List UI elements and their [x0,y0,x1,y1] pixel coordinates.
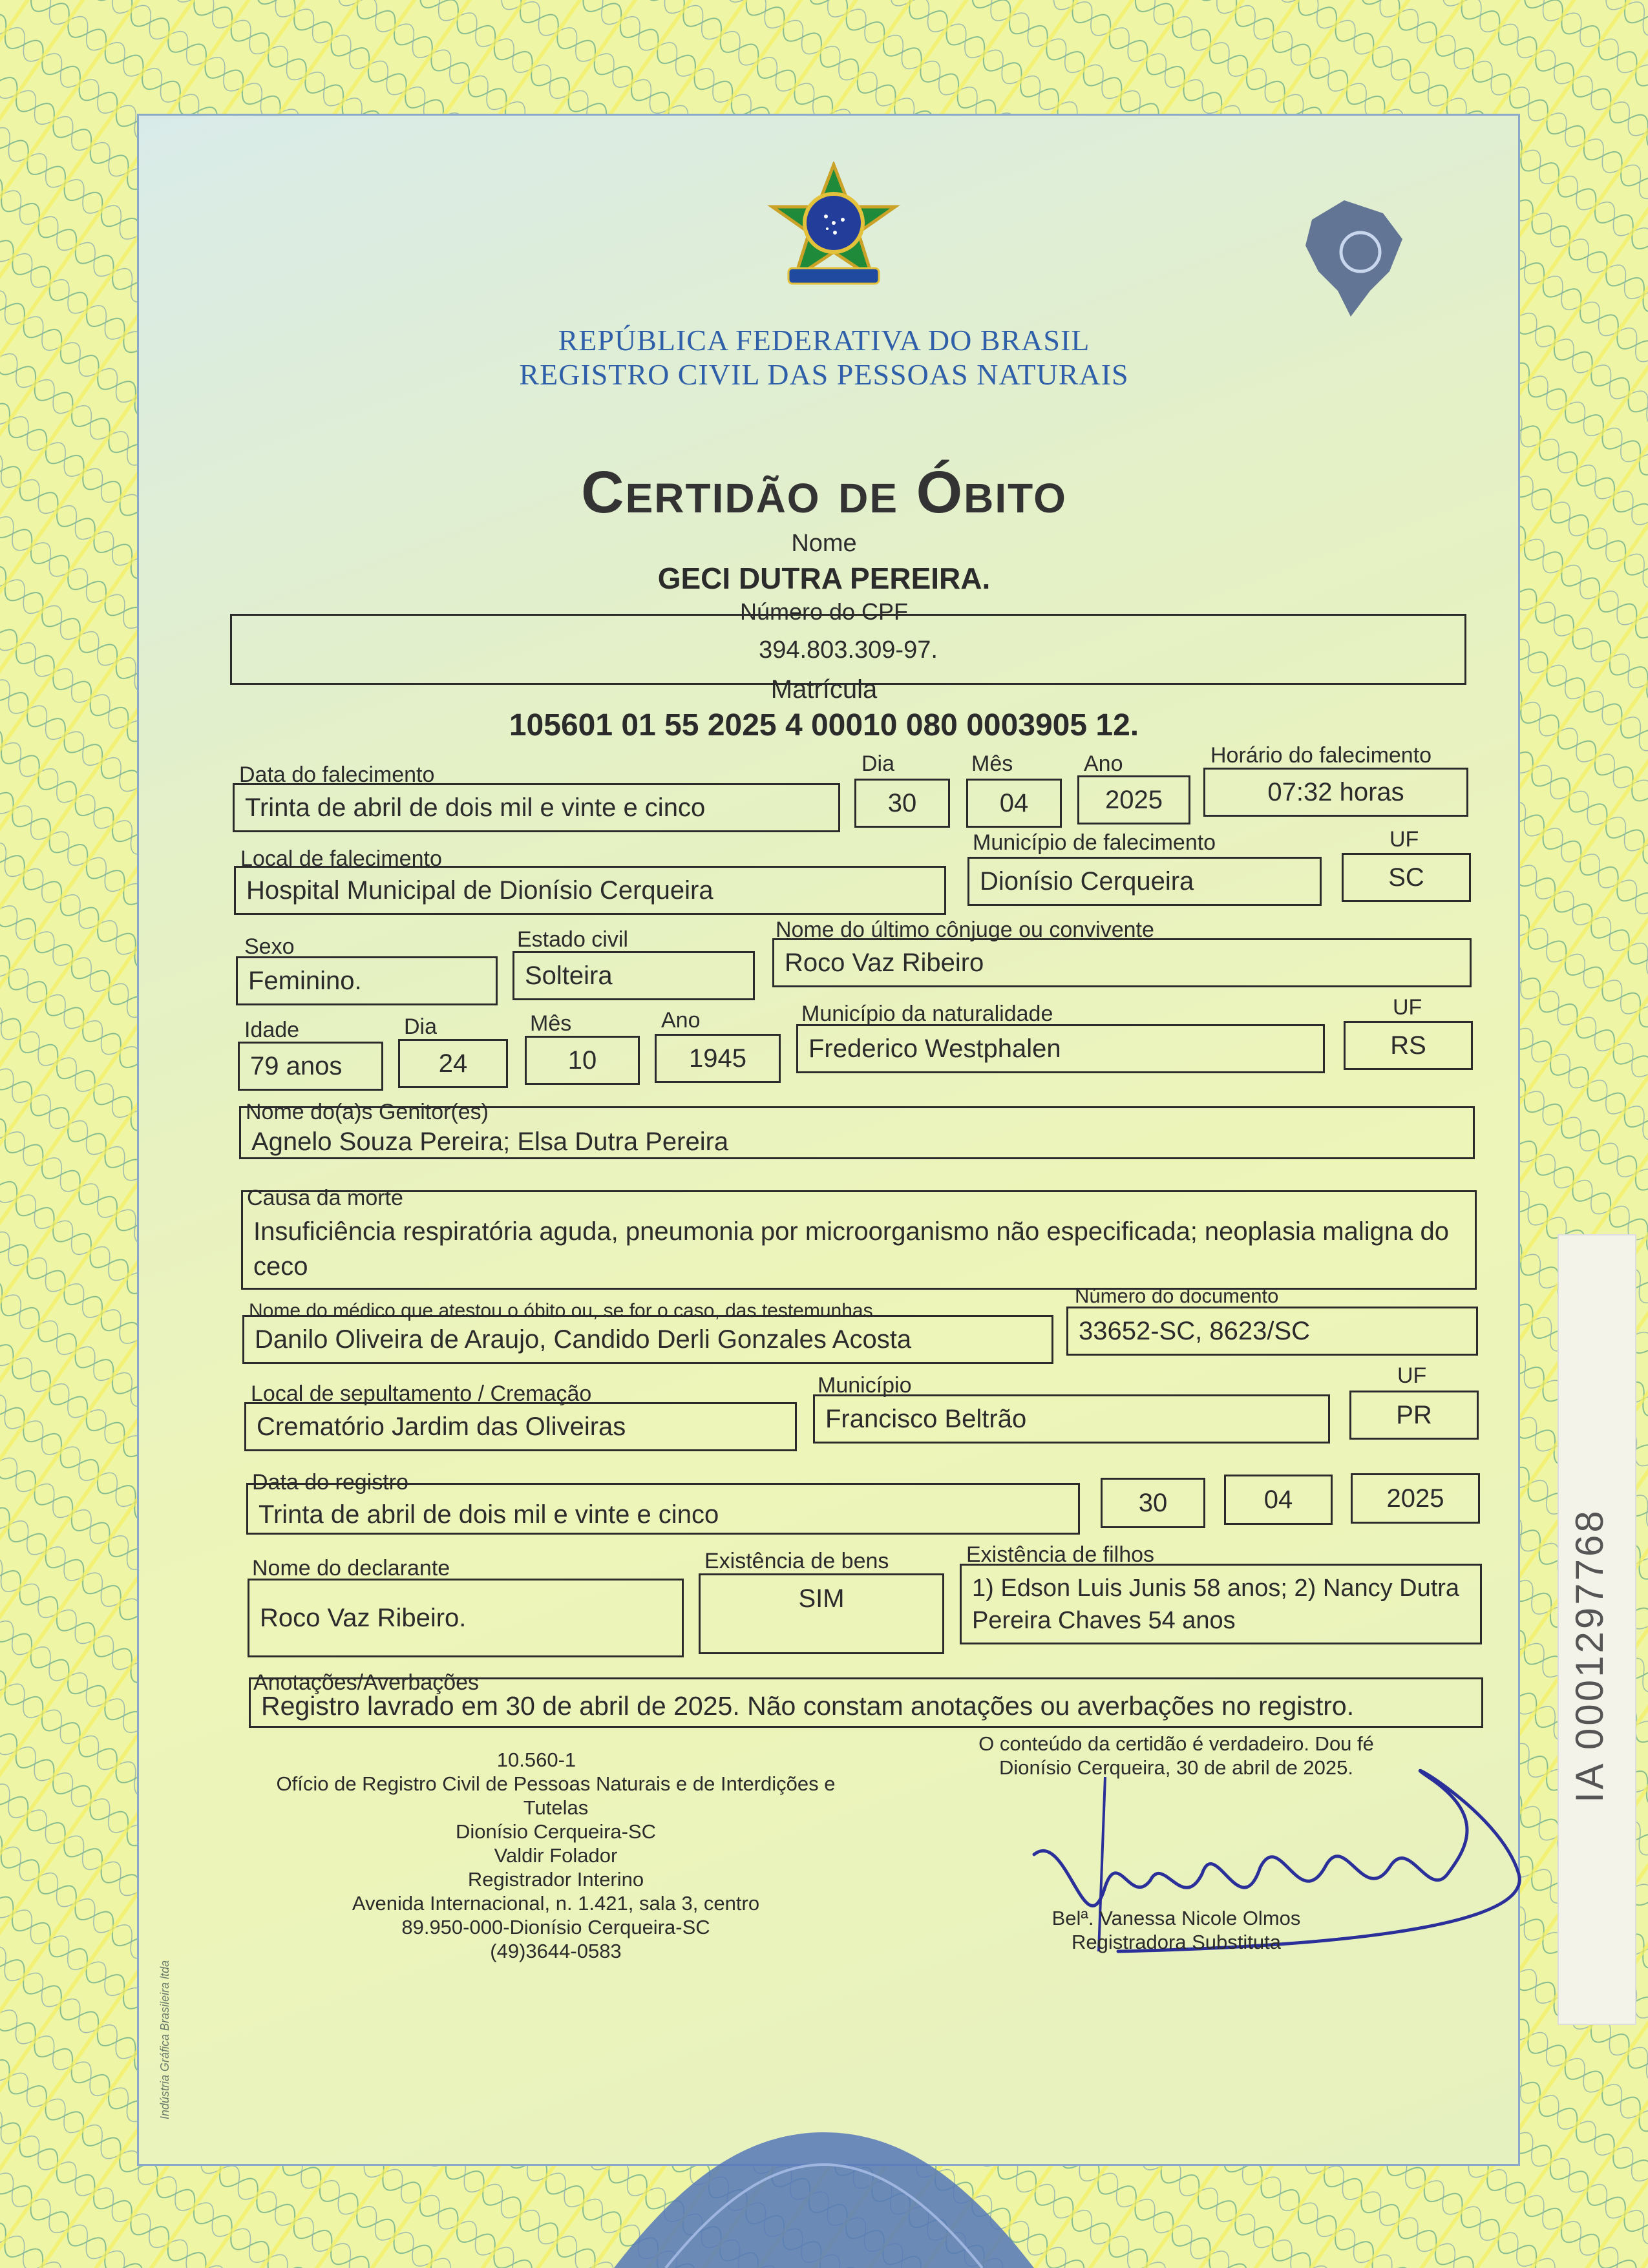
documento-field: 33652-SC, 8623/SC [1066,1307,1478,1356]
genitores-label: Nome do(a)s Genitor(es) [246,1100,489,1124]
sepultamento-field: Crematório Jardim das Oliveiras [244,1402,797,1451]
anotacoes-label: Anotações/Averbações [253,1670,480,1695]
header-country: REPÚBLICA FEDERATIVA DO BRASIL [558,324,1090,357]
naturalidade-label: Município da naturalidade [801,1002,1053,1026]
registro-mes: 04 [1224,1475,1333,1525]
printer-credit: Indústria Gráfica Brasileira ltda [158,1960,171,2119]
bottom-guilloche-seal-icon [614,2106,1034,2268]
signer-role: Registradora Substituta [1072,1931,1281,1953]
registro-label: Data do registro [252,1470,408,1495]
sep-uf-label: UF [1397,1363,1427,1388]
declarante-field: Roco Vaz Ribeiro. [248,1579,684,1657]
filhos-field: 1) Edson Luis Junis 58 anos; 2) Nancy Dutra Pereira Chaves 54 anos [960,1564,1482,1644]
cpf-field [230,614,1466,685]
ano-field: 2025 [1077,775,1190,824]
filhos-label: Existência de filhos [966,1542,1155,1567]
registro-extenso: Trinta de abril de dois mil e vinte e cinco [246,1483,1080,1535]
sexo-field: Feminino. [236,956,498,1005]
document-title: Certidão de Óbito [581,459,1067,525]
documento-label: Número do documento [1075,1285,1279,1307]
causa-field: Insuficiência respiratória aguda, pneumonia por microorganismo não especificada; neoplasia maligna do ceco [241,1190,1477,1290]
registro-ano: 2025 [1351,1473,1480,1524]
signer-block [950,1906,1402,1954]
matricula-value: 105601 01 55 2025 4 00010 080 0003905 12. [509,708,1139,742]
nome-label: Nome [791,530,857,557]
sexo-label: Sexo [244,934,295,959]
idade-label: Idade [244,1018,300,1042]
declarante-label: Nome do declarante [252,1556,450,1580]
naturalidade-field: Frederico Westphalen [796,1024,1325,1073]
nasc-dia-label: Dia [404,1014,438,1039]
matricula-label: Matrícula [770,675,878,704]
header-registry: REGISTRO CIVIL DAS PESSOAS NATURAIS [519,358,1129,391]
nat-uf-field: RS [1344,1021,1473,1070]
nome-value: GECI DUTRA PEREIRA. [657,562,991,595]
brazil-coat-of-arms-icon [763,162,905,297]
bens-label: Existência de bens [704,1549,889,1573]
mes-label: Mês [971,751,1013,776]
local-falecimento-label: Local de falecimento [240,846,442,871]
brazil-map-security-icon [1299,194,1409,323]
cartorio-code: 10.560-1 [496,1748,576,1771]
mes-field: 04 [966,779,1062,828]
causa-label: Causa da morte [247,1186,403,1210]
cartorio-line7: 89.950-000-Dionísio Cerqueira-SC [401,1916,710,1938]
nasc-dia-field: 24 [398,1039,508,1088]
cartorio-line5: Registrador Interino [467,1868,644,1891]
attestation-line1: O conteúdo da certidão é verdadeiro. Dou fé [978,1732,1374,1755]
sep-municipio-label: Município [818,1373,912,1398]
anotacoes-field: Registro lavrado em 30 de abril de 2025. Não constam anotações ou averbações no registro. [249,1677,1483,1728]
nat-uf-label: UF [1393,995,1422,1020]
conjuge-field: Roco Vaz Ribeiro [772,938,1472,987]
bens-field: SIM [699,1573,944,1654]
medico-field: Danilo Oliveira de Araujo, Candido Derli Gonzales Acosta [242,1315,1053,1364]
cartorio-line4: Valdir Folador [494,1844,618,1867]
nasc-ano-label: Ano [661,1008,701,1033]
estado-civil-label: Estado civil [517,927,628,952]
security-serial: IA 0001297768 [1568,1508,1611,1803]
municipio-falecimento-label: Município de falecimento [973,830,1216,855]
idade-field: 79 anos [238,1042,383,1091]
attestation-line2: Dionísio Cerqueira, 30 de abril de 2025. [998,1756,1353,1779]
dia-field: 30 [854,779,950,828]
cartorio-line8: (49)3644-0583 [490,1940,622,1962]
data-falecimento-extenso: Trinta de abril de dois mil e vinte e cinco [233,783,840,832]
horario-field: 07:32 horas [1203,768,1468,817]
estado-civil-field: Solteira [512,951,755,1000]
nasc-mes-label: Mês [530,1011,572,1036]
cartorio-line2: Tutelas [523,1796,589,1819]
sepultamento-label: Local de sepultamento / Cremação [251,1381,592,1406]
ano-label: Ano [1084,751,1123,776]
genitores-field: Agnelo Souza Pereira; Elsa Dutra Pereira [239,1106,1475,1159]
nasc-ano-field: 1945 [655,1034,781,1083]
sep-uf-field: PR [1349,1391,1479,1440]
signer-name: Belª. Vanessa Nicole Olmos [1051,1907,1301,1929]
municipio-falecimento-field: Dionísio Cerqueira [967,857,1322,906]
nasc-mes-field: 10 [525,1036,640,1085]
cartorio-line3: Dionísio Cerqueira-SC [455,1820,657,1843]
sep-municipio-field: Francisco Beltrão [813,1394,1330,1444]
data-falecimento-label: Data do falecimento [239,762,435,787]
uf-falecimento-field: SC [1342,853,1471,902]
local-falecimento-field: Hospital Municipal de Dionísio Cerqueira [234,866,946,915]
uf-falecimento-label: UF [1389,827,1419,852]
cpf-label: Número do CPF [739,598,909,625]
cartorio-line6: Avenida Internacional, n. 1.421, sala 3, centro [352,1892,760,1915]
dia-label: Dia [861,751,895,776]
cartorio-info [233,1748,879,1963]
conjuge-label: Nome do último cônjuge ou convivente [776,918,1154,942]
registro-dia: 30 [1101,1478,1205,1528]
horario-label: Horário do falecimento [1210,743,1432,768]
medico-label: Nome do médico que atestou o óbito ou, se for o caso, das testemunhas [249,1300,873,1321]
cartorio-line1: Ofício de Registro Civil de Pessoas Naturais e de Interdições e [276,1772,836,1795]
cpf-value: 394.803.309-97. [759,636,938,664]
